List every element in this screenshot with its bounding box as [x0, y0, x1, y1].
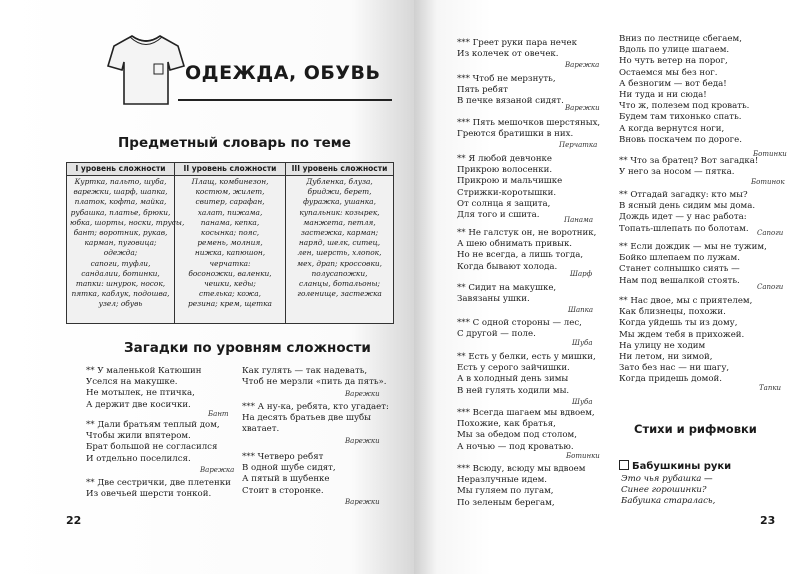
section-title: ОДЕЖДА, ОБУВЬ — [185, 62, 381, 84]
table-column — [286, 163, 393, 323]
riddle-text: *** А ну-ка, ребята, кто угадает: На десять братьев две шубы хватает. — [242, 402, 389, 435]
riddle-answer: Ботинки — [566, 452, 600, 460]
page-number: 23 — [760, 514, 776, 527]
riddle-answer: Варежки — [345, 390, 380, 398]
riddle-text: ** Есть у белки, есть у мишки, Есть у серого зайчишки. А в холодный день зимы В ней гулять ходили мы. — [457, 352, 596, 396]
riddle-text: ** Нас двое, мы с приятелем, Как близнецы, похожи. Когда уйдешь ты из дому, Мы ждем тебя в прихожей. На улицу не ходим Ни летом, ни зимой, Зато без нас — ни шагу, Когда придешь домой. — [619, 296, 753, 385]
riddle-answer: Ботинки — [753, 150, 787, 158]
riddle-text: *** С одной стороны — лес, С другой — поле. — [457, 318, 582, 340]
riddle-text: ** Не галстук он, не воротник, А шею обнимать привык. Но не всегда, а лишь тогда, Когда бывают холода. — [457, 228, 597, 272]
checkbox-icon — [619, 460, 629, 470]
riddle-answer: Варежка — [200, 466, 235, 474]
riddle-answer: Шарф — [570, 270, 593, 278]
riddle-answer: Бант — [208, 410, 229, 418]
riddle-text: ** Я любой девчонке Прикрою волосенки. Прикрою и мальчишке Стрижки-коротышки. От солнца я защита, Для того и сшита. — [457, 154, 563, 221]
riddle-text: ** Что за братец? Вот загадка! У него за носом — пятка. — [619, 156, 759, 178]
riddle-text: ** Две сестрички, две плетенки Из овечьей шерсти тонкой. — [86, 478, 231, 500]
riddle-text: ** Сидит на макушке, Завязаны ушки. — [457, 283, 557, 305]
table-column — [67, 163, 185, 323]
riddle-answer: Шуба — [572, 339, 593, 347]
right-page — [414, 0, 800, 574]
vocab-table — [66, 162, 394, 324]
page-number: 22 — [66, 514, 82, 527]
riddle-text: *** Всегда шагаем мы вдвоем, Похожие, как братья, Мы за обедом под столом, А ночью — под кроватью. — [457, 408, 595, 452]
riddle-answer: Шапка — [568, 306, 594, 314]
riddle-text: ** Дали братьям теплый дом, Чтобы жили впятером. Брат большой не согласился И отдельно поселился. — [86, 420, 220, 464]
poem-lines: Это чья рубашка — Синее горошинки? Бабушка старалась, — [621, 474, 716, 507]
riddle-text: *** Четверо ребят В одной шубе сидят, А пятый в шубенке Стоит в сторонке. — [242, 452, 336, 496]
riddle-text: ** Отгадай загадку: кто мы? В ясный день сидим мы дома. Дождь идет — у нас работа: Топать-шлепать по болотам. — [619, 190, 756, 234]
verses-heading: Стихи и рифмовки — [634, 422, 757, 436]
riddle-answer: Перчатка — [559, 141, 598, 149]
riddles-heading: Загадки по уровням сложности — [124, 340, 371, 356]
riddle-answer: Варежки — [565, 104, 600, 112]
table-column — [175, 163, 286, 323]
riddle-text: *** Пять мешочков шерстяных, Греются братишки в них. — [457, 118, 601, 140]
riddle-answer: Варежка — [565, 61, 600, 69]
column-words: Куртка, пальто, шуба, варежки, шарф, шапка, платок, кофта, майка, рубашка, платье, брюки, юбка, шорты, носки, трусы, бант; воротник, рукав, карман, пуговица; одежда; сапоги, туфли, сандалии, ботинки, тапки: шнурок, носок, пятка, каблук, подошва, узел; обувь — [70, 177, 185, 309]
column-header: III уровень сложности — [286, 163, 393, 176]
riddle-text: Вниз по лестнице сбегаем, Вдоль по улице шагаем. Но чуть ветер на порог, Остаемся мы без ног. А безногим — вот беда! Ни туда и ни сюда! Что ж, полезем под кровать. Будем там тихонько спать. А когда вернутся ноги, Вновь поскачем по дороге. — [619, 34, 750, 145]
tshirt-icon — [106, 32, 186, 108]
riddle-answer: Шуба — [572, 398, 593, 406]
riddle-answer: Сапоги — [757, 229, 784, 237]
riddle-answer: Ботинок — [751, 178, 785, 186]
riddle-answer: Панама — [564, 216, 594, 224]
column-header: II уровень сложности — [175, 163, 285, 176]
riddle-text: Как гулять — так надевать, Чтоб не мерзли «пить да пять». — [242, 366, 387, 388]
column-words: Дубленка, блуза, бриджи, берет, фуражка, ушанка, купальник: козырек, манжета, петля, застежка, карман; наряд, шелк, ситец, лен, шерсть, хлопок, мех, драп; кроссовки, полусапожки, сланцы, ботальоны; голенище, застежка — [297, 177, 382, 299]
title-underline — [178, 99, 392, 101]
column-words: Плащ, комбинезон, костюм, жилет, свитер, сарафан, халат, пижама, панама, кепка, косынка; пояс, ремень, молния, нижка, капюшон, черчатка: босоножки, валенки, чешки, кеды; стелька; кожа, резина; крем, щетка — [188, 177, 272, 309]
poem-title-row — [619, 460, 731, 472]
vocab-heading: Предметный словарь по теме — [118, 135, 351, 151]
riddle-text: *** Всюду, всюду мы вдвоем Неразлучные идем. Мы гуляем по лугам, По зеленым берегам, — [457, 464, 586, 508]
riddle-answer: Тапки — [759, 384, 782, 392]
riddle-text: *** Чтоб не мерзнуть, Пять ребят В печке вязаной сидят. — [457, 74, 564, 107]
riddle-answer: Варежки — [345, 437, 380, 445]
riddle-answer: Варежки — [345, 498, 380, 506]
riddle-text: ** У маленькой Катюшин Уселся на макушке. Не мотылек, не птичка, А держит две косички. — [86, 366, 202, 410]
riddle-answer: Сапоги — [757, 283, 784, 291]
riddle-text: ** Если дождик — мы не тужим, Бойко шлепаем по лужам. Станет солнышко сиять — Нам под вешалкой стоять. — [619, 242, 767, 286]
riddle-text: *** Греет руки пара нечек Из колечек от овечек. — [457, 38, 578, 60]
column-header: I уровень сложности — [67, 163, 174, 176]
poem-title: Бабушкины руки — [632, 461, 732, 472]
